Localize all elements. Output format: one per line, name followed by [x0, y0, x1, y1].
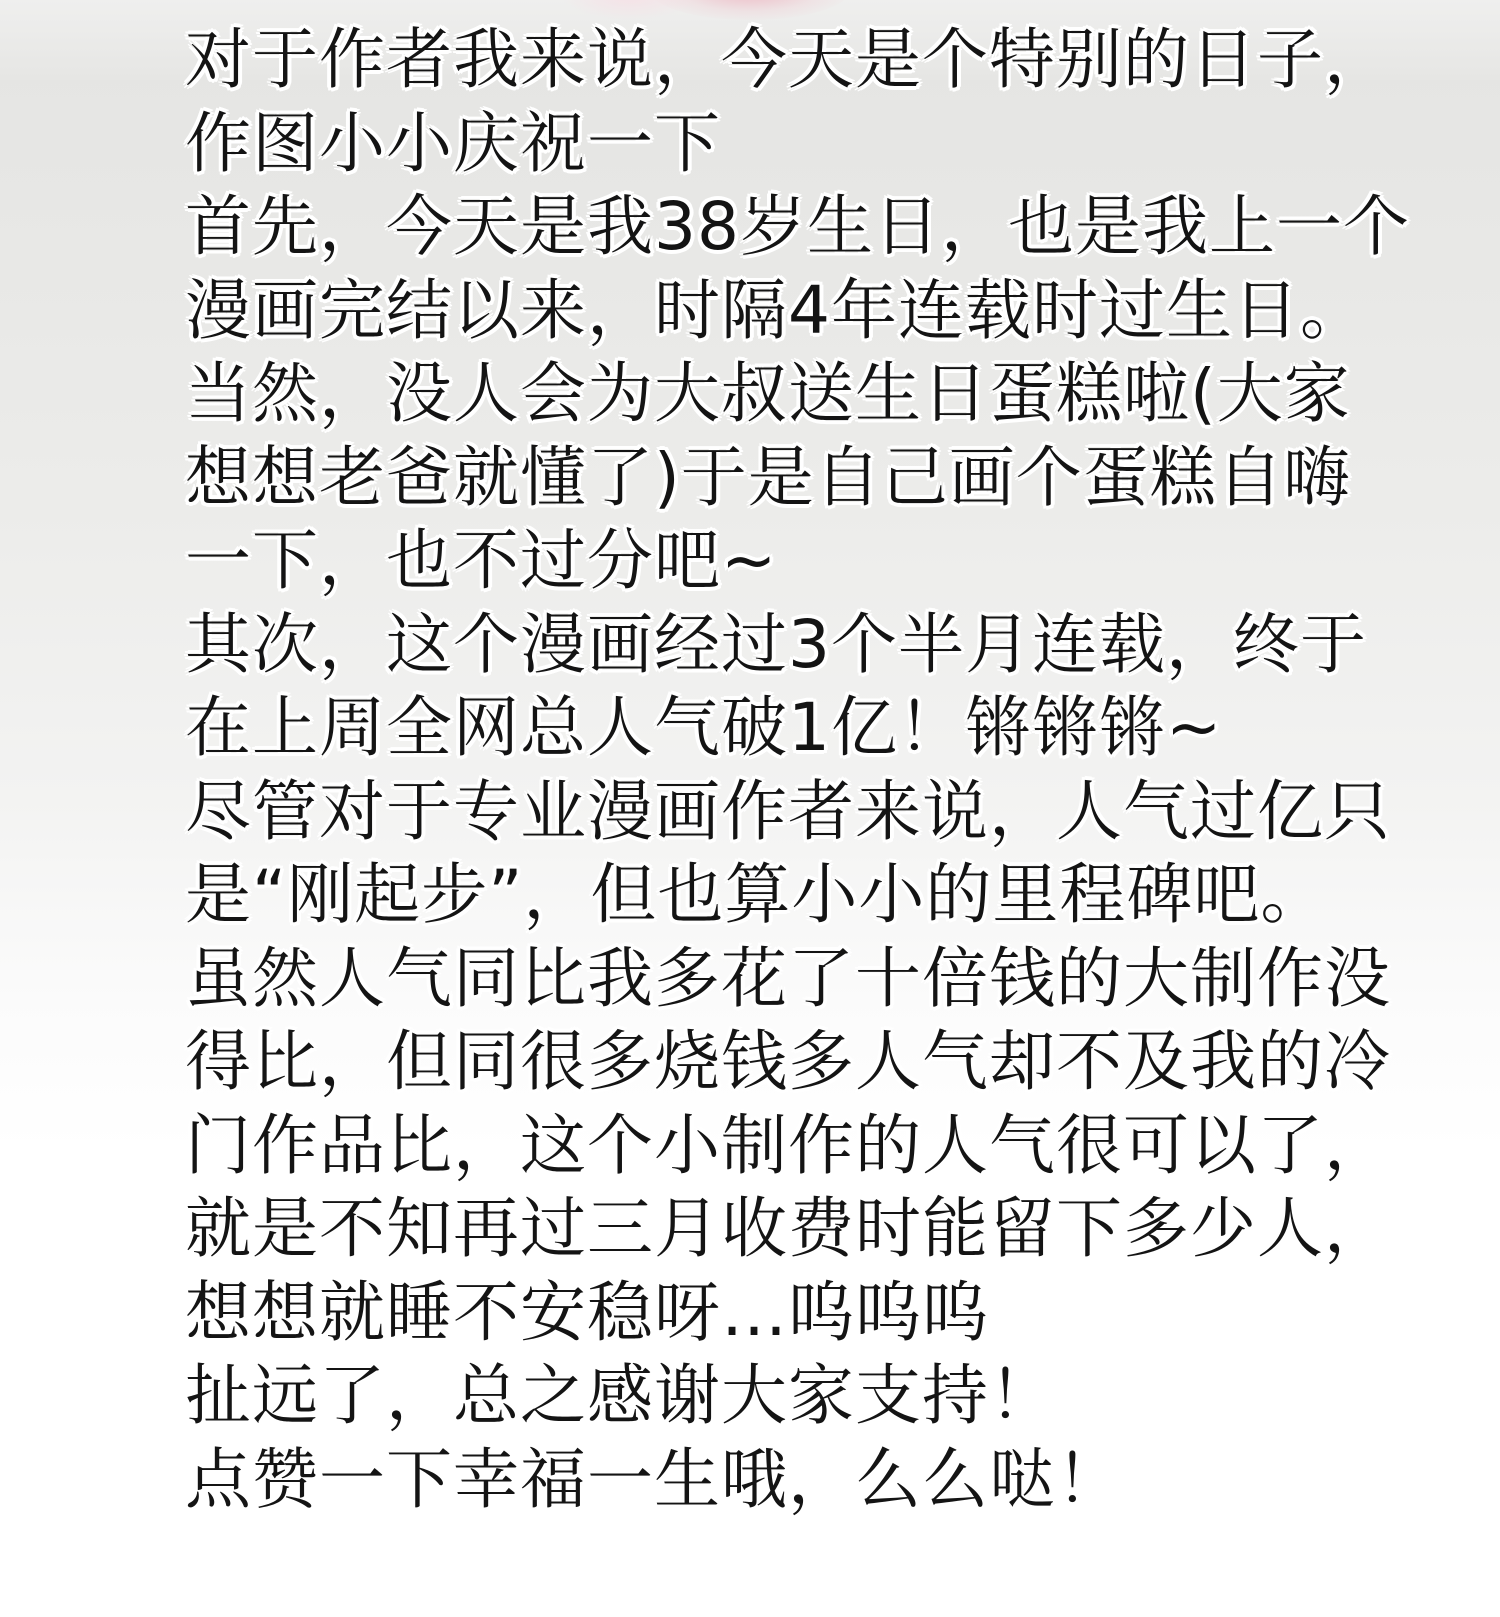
message-line: 想想就睡不安稳呀…呜呜呜: [185, 1273, 989, 1351]
message-line: 门作品比，这个小制作的人气很可以了，: [185, 1106, 1391, 1184]
message-line: 想想老爸就懂了)于是自己画个蛋糕自嗨: [185, 438, 1351, 516]
message-line: 作图小小庆祝一下: [185, 104, 721, 182]
message-line: 是“刚起步”，但也算小小的里程碑吧。: [185, 856, 1328, 933]
message-line: 其次，这个漫画经过3个半月连载，终于: [185, 605, 1367, 683]
message-line: 一下，也不过分吧~: [185, 522, 778, 599]
message-line: 点赞一下幸福一生哦，么么哒！: [185, 1440, 1123, 1518]
message-line: 扯远了，总之感谢大家支持！: [185, 1357, 1056, 1434]
message-line: 虽然人气同比我多花了十倍钱的大制作没: [185, 939, 1391, 1017]
message-line: 就是不知再过三月收费时能留下多少人，: [185, 1190, 1391, 1267]
message-line: 首先，今天是我38岁生日，也是我上一个: [185, 188, 1410, 265]
message-line: 漫画完结以来，时隔4年连载时过生日。: [185, 271, 1367, 349]
message-line: 在上周全网总人气破1亿！锵锵锵~: [185, 689, 1223, 766]
message-line: 得比，但同很多烧钱多人气却不及我的冷: [185, 1023, 1391, 1100]
message-line: 当然，没人会为大叔送生日蛋糕啦(大家: [185, 355, 1351, 432]
message-line: 对于作者我来说，今天是个特别的日子，: [185, 21, 1391, 98]
author-message: [185, 18, 1410, 1521]
message-line: 尽管对于专业漫画作者来说，人气过亿只: [185, 772, 1391, 850]
